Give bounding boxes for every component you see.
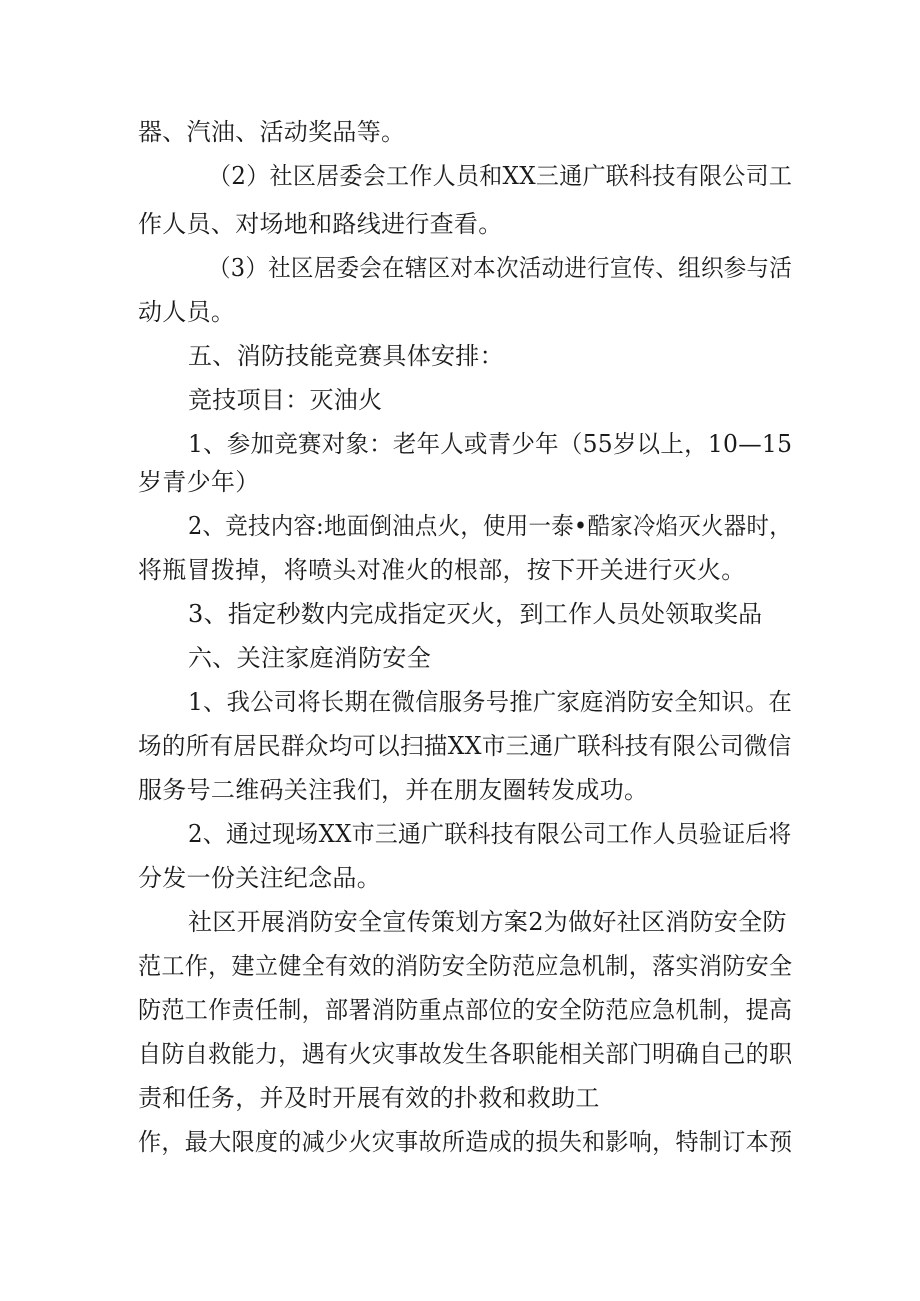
text-line: 动人员。 (138, 298, 236, 326)
text-line: 场的所有居民群众均可以扫描XX市三通广联科技有限公司微信 (138, 732, 792, 760)
text-line: （3）社区居委会在辖区对本次活动进行宣传、组织参与活 (208, 254, 793, 282)
text-line: 作，最大限度的减少火灾事故所造成的损失和影响，特制订本预 (138, 1128, 793, 1156)
text-line: 服务号二维码关注我们，并在朋友圈转发成功。 (138, 776, 649, 804)
text-line: 自防自救能力，遇有火灾事故发生各职能相关部门明确自己的职 (138, 1040, 793, 1068)
text-line: 1、参加竞赛对象：老年人或青少年（55岁以上，10—15 (188, 430, 793, 458)
text-line: 作人员、对场地和路线进行查看。 (138, 210, 503, 238)
text-line: 2、通过现场XX市三通广联科技有限公司工作人员验证后将 (188, 820, 792, 848)
text-line: 竞技项目：灭油火 (188, 386, 383, 414)
text-line: 2、竞技内容:地面倒油点火，使用一泰•酷家冷焰灭火器时， (188, 512, 792, 540)
text-line: 器、汽油、活动奖品等。 (138, 118, 406, 146)
text-line: 岁青少年） (138, 468, 260, 496)
text-line: 分发一份关注纪念品。 (138, 864, 381, 892)
text-line: 范工作，建立健全有效的消防安全防范应急机制，落实消防安全 (138, 952, 793, 980)
text-line: 社区开展消防安全宣传策划方案2为做好社区消防安全防 (188, 908, 787, 936)
section-heading: 五、消防技能竞赛具体安排： (188, 342, 504, 370)
text-line: 防范工作责任制，部署消防重点部位的安全防范应急机制，提高 (138, 996, 793, 1024)
text-line: 1、我公司将长期在微信服务号推广家庭消防安全知识。在 (188, 688, 793, 716)
text-line: （2）社区居委会工作人员和XX三通广联科技有限公司工 (208, 162, 793, 190)
text-line: 将瓶冒拨掉，将喷头对准火的根部，按下开关进行灭火。 (138, 556, 746, 584)
section-heading: 六、关注家庭消防安全 (188, 644, 431, 672)
text-line: 3、指定秒数内完成指定灭火，到工作人员处领取奖品 (188, 600, 763, 628)
text-line: 责和任务，并及时开展有效的扑救和救助工 (138, 1084, 600, 1112)
